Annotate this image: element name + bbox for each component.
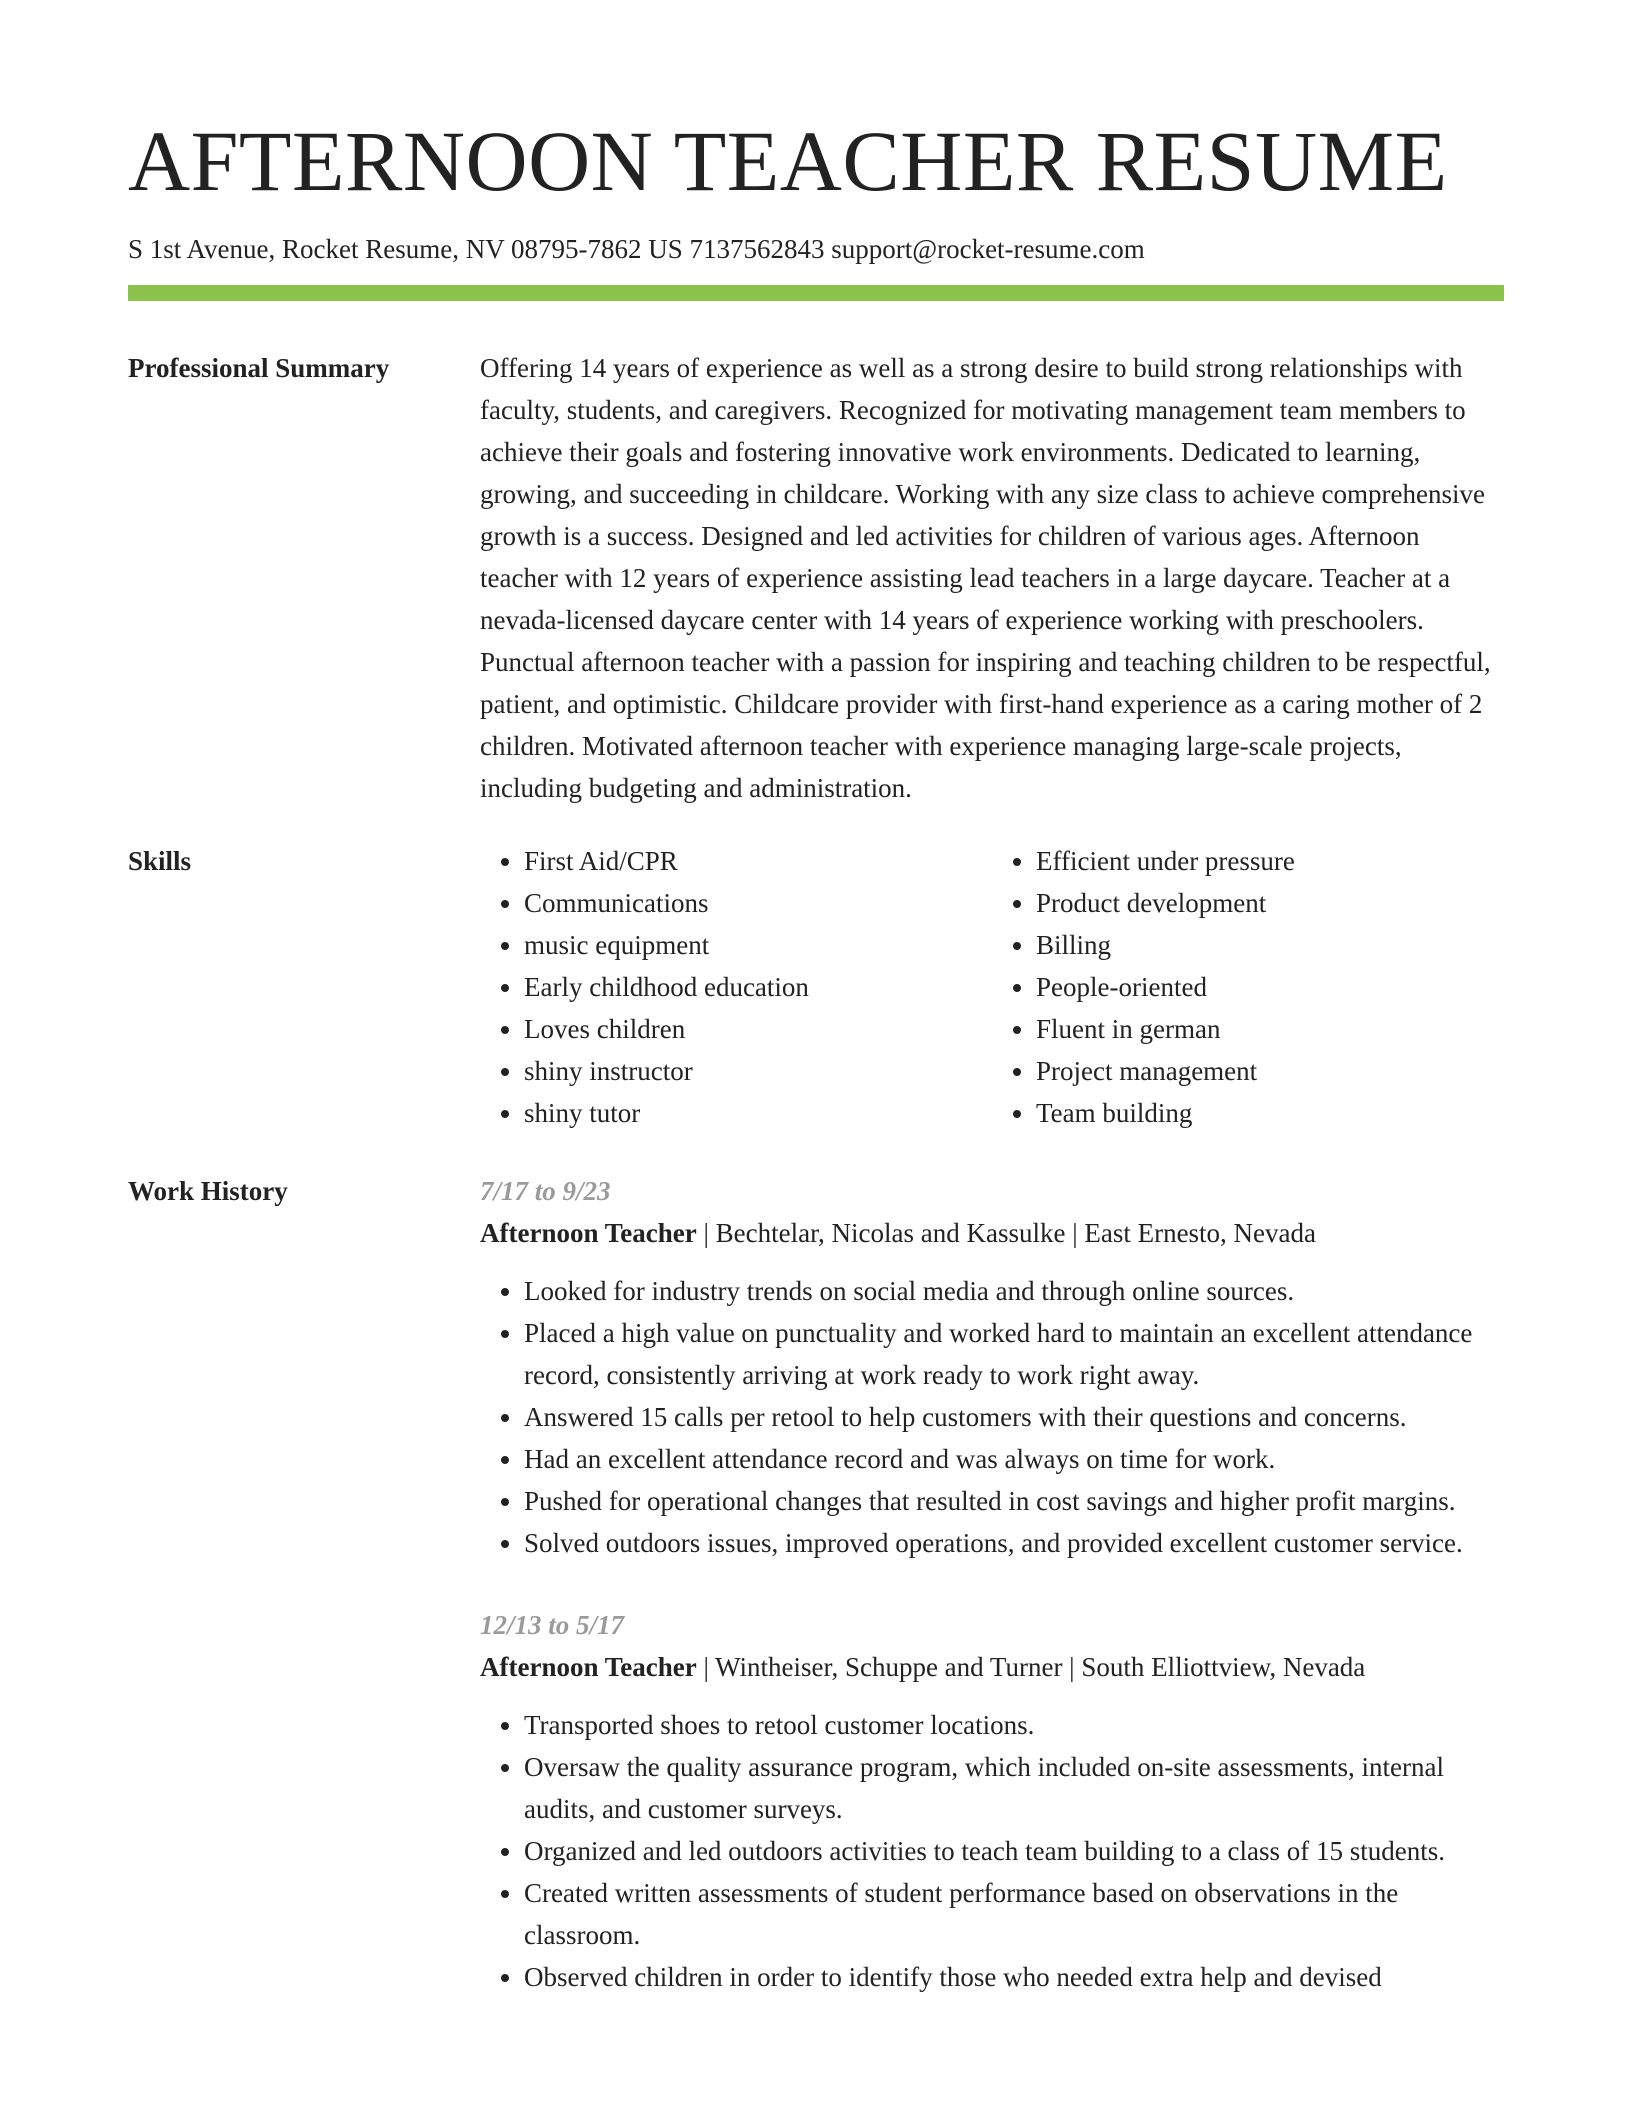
- skill-item: • Product development: [1036, 882, 1504, 924]
- job-date: 7/17 to 9/23: [480, 1176, 611, 1206]
- skill-item: • Fluent in german: [1036, 1008, 1504, 1050]
- skills-columns: [480, 840, 1504, 1134]
- skill-item: • First Aid/CPR: [524, 840, 992, 882]
- summary-section: [480, 347, 1504, 809]
- skill-item: • Project management: [1036, 1050, 1504, 1092]
- job-bullet: • Observed children in order to identify those who needed extra help and devised: [524, 1956, 1504, 1998]
- skill-item: • Early childhood education: [524, 966, 992, 1008]
- job-bullet: • Answered 15 calls per retool to help customers with their questions and concerns.: [524, 1396, 1504, 1438]
- job-employer-location: | Wintheiser, Schuppe and Turner | South Elliottview, Nevada: [696, 1652, 1366, 1682]
- job-bullet: • Created written assessments of student performance based on observations in the classroom.: [524, 1872, 1504, 1956]
- skill-item: • Communications: [524, 882, 992, 924]
- job-heading: [480, 1646, 1504, 1688]
- resume-title: AFTERNOON TEACHER RESUME: [128, 113, 1448, 209]
- job-bullets: [480, 1270, 1504, 1564]
- skill-item: • shiny tutor: [524, 1092, 992, 1134]
- job-title: Afternoon Teacher: [480, 1652, 697, 1682]
- job-bullet: • Placed a high value on punctuality and worked hard to maintain an excellent attendance record, consistently arriving at work ready to work right away.: [524, 1312, 1504, 1396]
- job-entry: [480, 1604, 1504, 1998]
- job-heading: [480, 1212, 1504, 1254]
- skills-section: [480, 840, 1504, 1134]
- job-bullet: • Transported shoes to retool customer locations.: [524, 1704, 1504, 1746]
- skills-list-left: [480, 840, 992, 1134]
- header-divider: [128, 285, 1504, 301]
- job-bullet: • Had an excellent attendance record and was always on time for work.: [524, 1438, 1504, 1480]
- skill-item: • Billing: [1036, 924, 1504, 966]
- section-label-skills: Skills: [128, 846, 192, 876]
- job-bullet: • Solved outdoors issues, improved operations, and provided excellent customer service.: [524, 1522, 1504, 1564]
- job-entry: [480, 1170, 1504, 1564]
- job-date: 12/13 to 5/17: [480, 1610, 625, 1640]
- job-bullet: • Pushed for operational changes that resulted in cost savings and higher profit margins.: [524, 1480, 1504, 1522]
- job-employer-location: | Bechtelar, Nicolas and Kassulke | East Ernesto, Nevada: [696, 1218, 1317, 1248]
- job-bullet: • Oversaw the quality assurance program, which included on-site assessments, internal audits, and customer surveys.: [524, 1746, 1504, 1830]
- job-title: Afternoon Teacher: [480, 1218, 697, 1248]
- job-bullet: • Organized and led outdoors activities to teach team building to a class of 15 students.: [524, 1830, 1504, 1872]
- job-bullet: • Looked for industry trends on social media and through online sources.: [524, 1270, 1504, 1312]
- skills-list-right: [992, 840, 1504, 1134]
- skill-item: • People-oriented: [1036, 966, 1504, 1008]
- skill-item: • Efficient under pressure: [1036, 840, 1504, 882]
- skill-item: • music equipment: [524, 924, 992, 966]
- job-bullets: [480, 1704, 1504, 1998]
- section-label-summary: Professional Summary: [128, 353, 390, 383]
- work-history-section: [480, 1170, 1504, 1998]
- skill-item: • shiny instructor: [524, 1050, 992, 1092]
- skill-item: • Team building: [1036, 1092, 1504, 1134]
- summary-text: Offering 14 years of experience as well as a strong desire to build strong relationships with faculty, students, and caregivers. Recognized for motivating management team members to achieve their goals and fostering innovative work environments. Dedicated to learning, growing, and succeeding in childcare. Working with any size class to achieve comprehensive growth is a success. Designed and led activities for children of various ages. Afternoon teacher with 12 years of experience assisting lead teachers in a large daycare. Teacher at a nevada-licensed daycare center with 14 years of experience working with preschoolers. Punctual afternoon teacher with a passion for inspiring and teaching children to be respectful, patient, and optimistic. Childcare provider with first-hand experience as a caring mother of 2 children. Motivated afternoon teacher with experience managing large-scale projects, including budgeting and administration.: [480, 353, 1491, 803]
- section-label-work-history: Work History: [128, 1176, 288, 1206]
- skill-item: • Loves children: [524, 1008, 992, 1050]
- contact-line: S 1st Avenue, Rocket Resume, NV 08795-7862 US 7137562843 support@rocket-resume.com: [128, 234, 1145, 264]
